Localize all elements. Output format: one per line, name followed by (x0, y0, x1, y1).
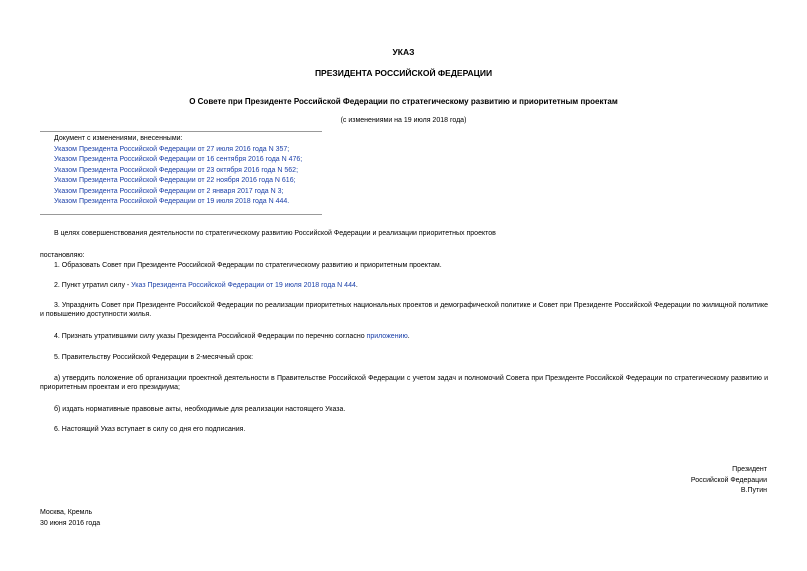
signing-place: Москва, Кремль (40, 509, 93, 516)
signing-date: 30 июня 2016 года (40, 519, 101, 527)
document-title: УКАЗ (392, 47, 415, 57)
paragraph-2-link[interactable]: Указ Президента Российской Федерации от 19 июля 2018 года N 444 (131, 282, 356, 289)
document-issuer: ПРЕЗИДЕНТА РОССИЙСКОЙ ФЕДЕРАЦИИ (314, 68, 493, 78)
paragraph-3: 3. Упразднить Совет при Президенте Российской Федерации по реализации приоритетных национальных проектов и демографической политике и Совет при Президенте Российской Федерации по жилищной политике и повышению доступности жилья. (40, 302, 768, 318)
signature-country: Российской Федерации (690, 476, 767, 484)
amendment-link-616[interactable]: Указом Президента Российской Федерации от 22 ноября 2016 года N 616; (54, 177, 296, 184)
paragraph-4-text: 4. Признать утратившими силу указы Президента Российской Федерации по перечню согласно (54, 333, 367, 340)
decree-word: постановляю: (40, 252, 85, 259)
amendment-link-3[interactable]: Указом Президента Российской Федерации от 2 января 2017 года N 3; (54, 187, 284, 195)
document-name: О Совете при Президенте Российской Федерации по стратегическому развитию и приоритетным проектам (189, 97, 618, 106)
preamble: В целях совершенствования деятельности по стратегическому развитию Российской Федерации и реализации приоритетных проектов (54, 230, 496, 237)
place-date-block (40, 509, 100, 530)
appendix-link[interactable]: приложению (366, 333, 408, 340)
paragraph-2 (40, 282, 768, 291)
changes-intro: Документ с изменениями, внесенными: (54, 135, 183, 142)
paragraph-2-end: . (355, 282, 358, 289)
changes-bottom-divider (40, 214, 322, 215)
amendment-link-357[interactable]: Указом Президента Российской Федерации от 27 июля 2016 года N 357; (54, 145, 290, 153)
amendment-link-562[interactable]: Указом Президента Российской Федерации от 23 октября 2016 года N 562; (54, 166, 299, 174)
amendments-note: (с изменениями на 19 июля 2018 года) (340, 117, 467, 124)
paragraph-4-end: . (407, 333, 410, 340)
paragraph-6: 6. Настоящий Указ вступает в силу со дня его подписания. (54, 426, 246, 433)
paragraph-5a: а) утвердить положение об организации проектной деятельности в Правительстве Российской Федерации с учетом задач и полномочий Совета при Президенте Российской Федерации по стратегическому развитию и приоритетным проектам и его президиума; (40, 375, 768, 391)
signature-block (691, 466, 767, 498)
paragraph-5b: б) издать нормативные правовые акты, необходимые для реализации настоящего Указа. (54, 406, 346, 413)
signature-name: В.Путин (740, 487, 767, 494)
paragraph-4 (40, 333, 768, 342)
paragraph-2-text: 2. Пункт утратил силу - (54, 282, 132, 289)
paragraph-1: 1. Образовать Совет при Президенте Российской Федерации по стратегическому развитию и приоритетным проектам. (54, 262, 442, 269)
amendment-link-476[interactable]: Указом Президента Российской Федерации от 16 сентября 2016 года N 476; (54, 156, 303, 163)
amendment-link-444[interactable]: Указом Президента Российской Федерации от 19 июля 2018 года N 444. (54, 198, 290, 205)
changes-top-divider (40, 131, 322, 132)
paragraph-5: 5. Правительству Российской Федерации в 2-месячный срок: (54, 354, 254, 361)
changes-block (54, 135, 302, 209)
signature-title: Президент (732, 466, 767, 473)
